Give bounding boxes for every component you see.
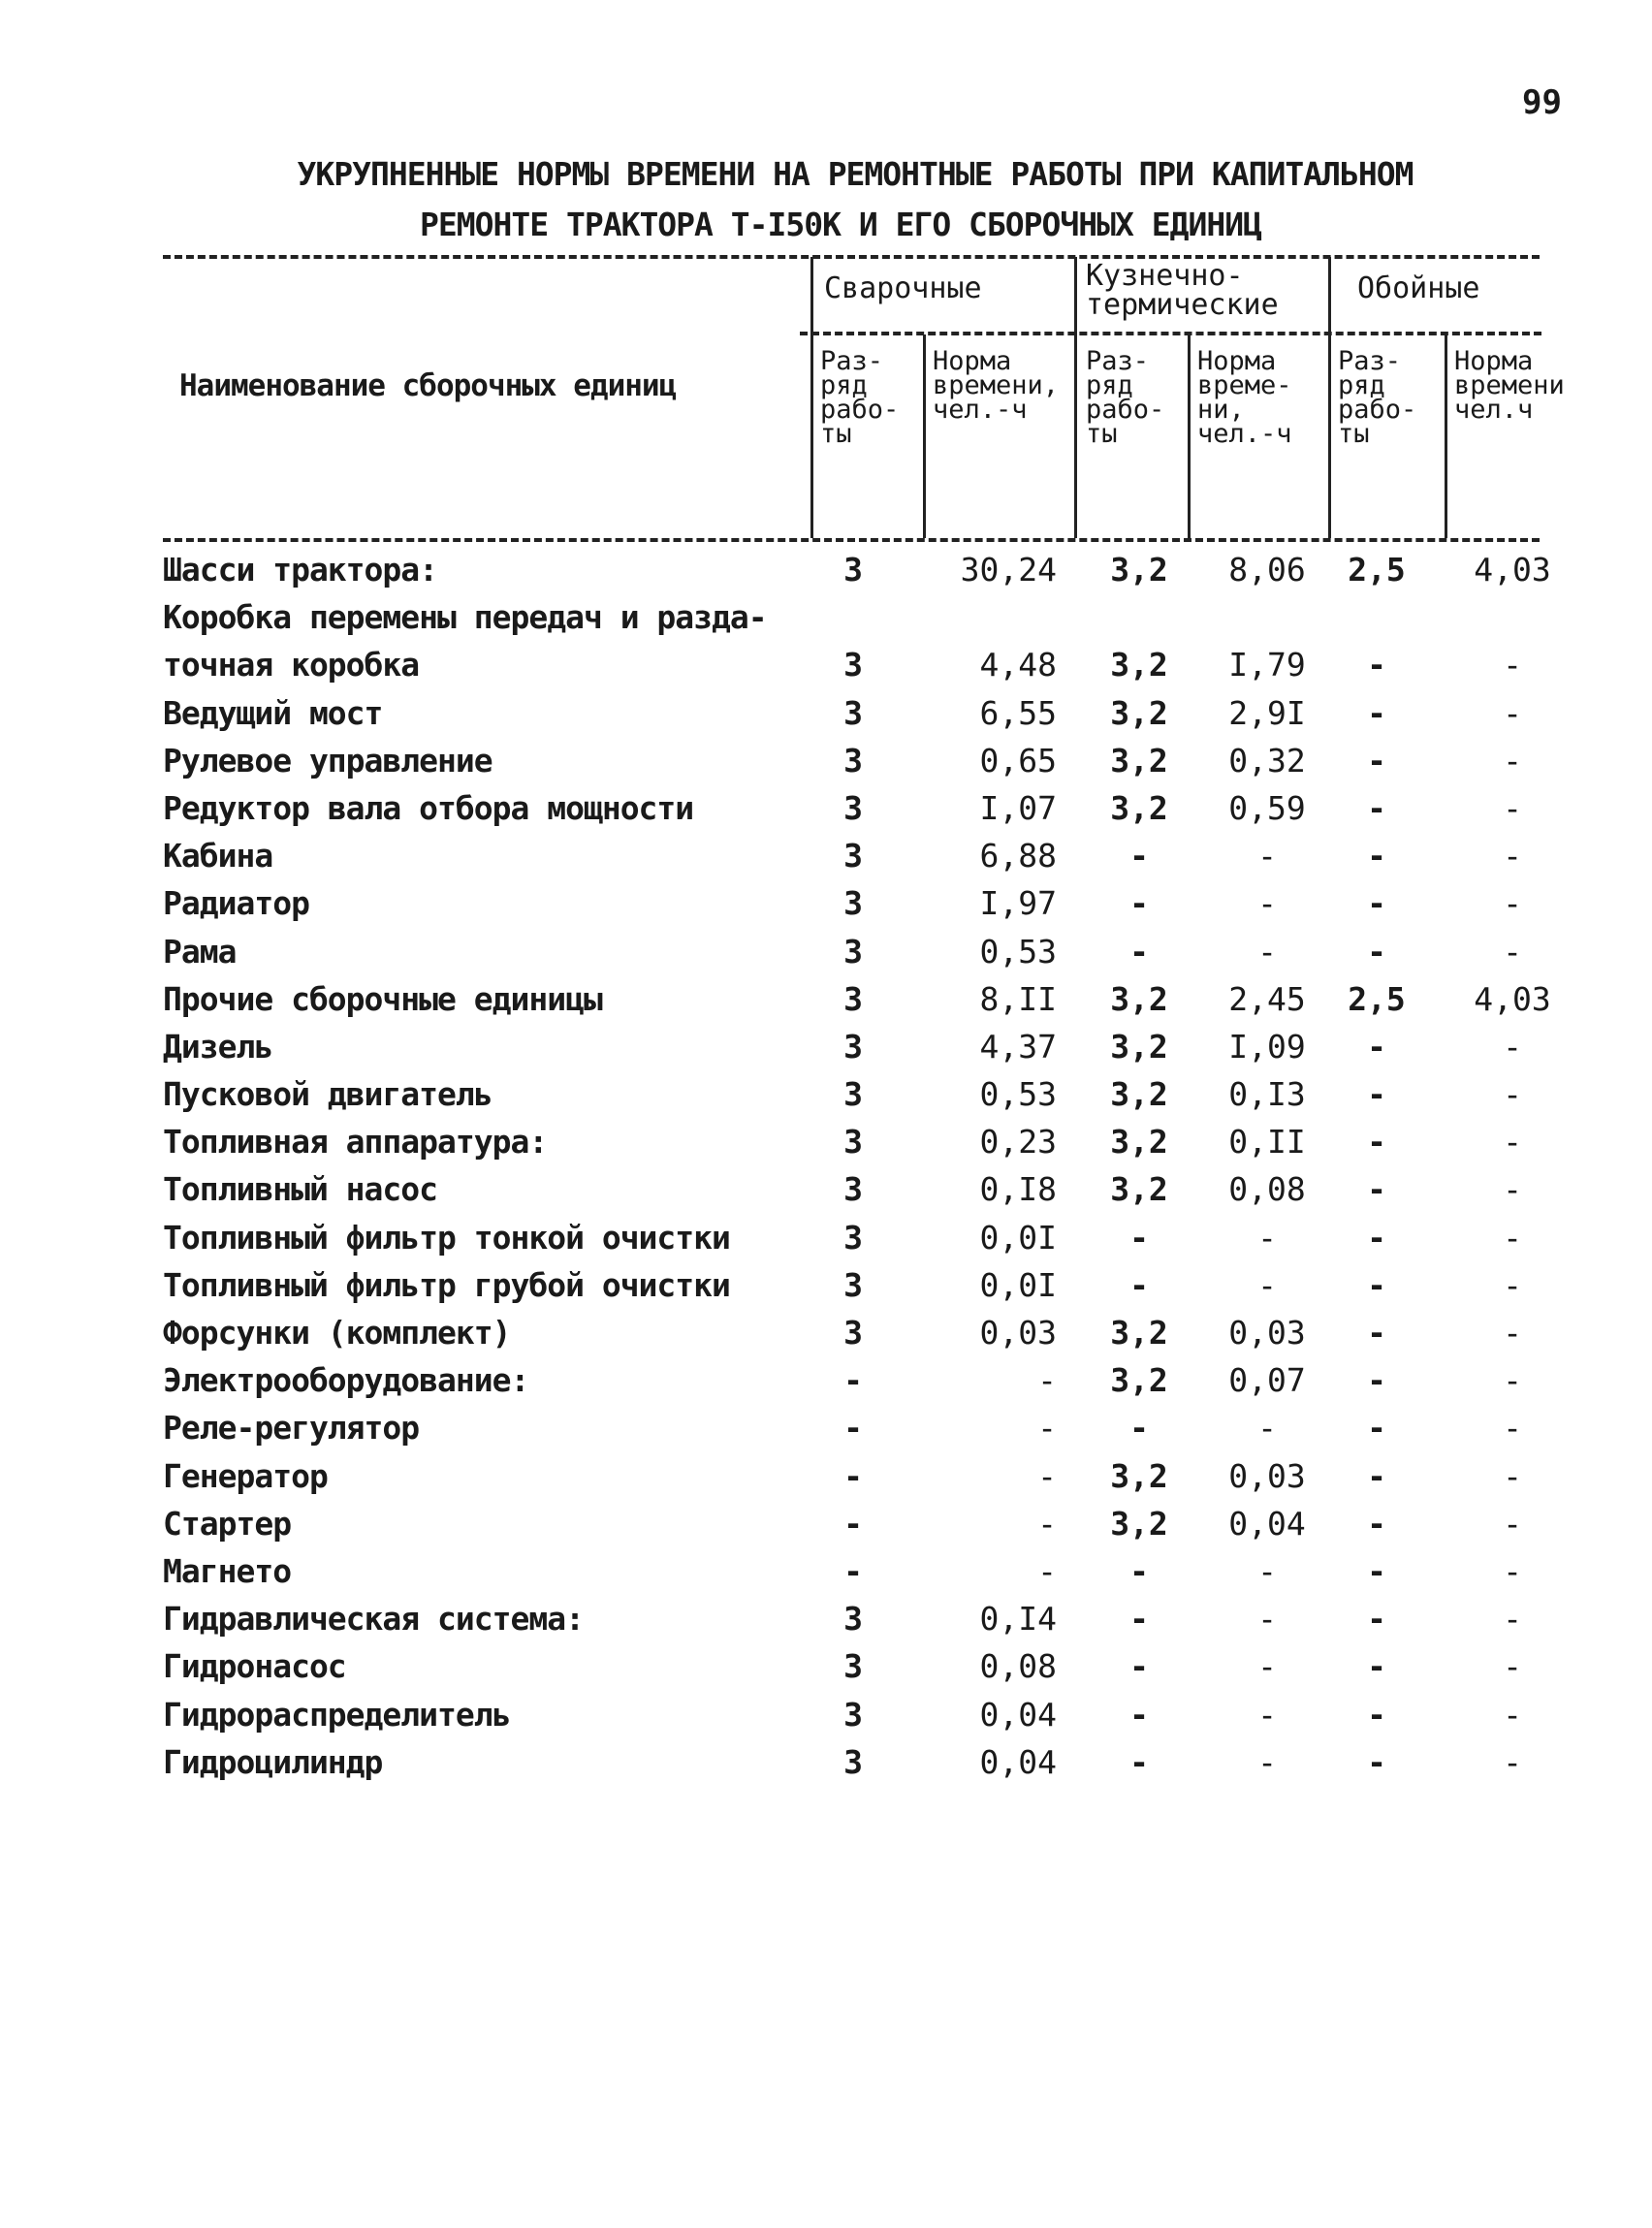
upholstery-rank: -	[1367, 1170, 1386, 1209]
welding-rank: 3	[843, 1075, 863, 1114]
welding-rank: 3	[843, 884, 863, 923]
upholstery-rank: 2,5	[1348, 979, 1406, 1018]
forging-norm: I,09	[1228, 1027, 1306, 1066]
forging-rank: -	[1129, 1218, 1149, 1257]
document-title-line-1: УКРУПНЕННЫЕ НОРМЫ ВРЕМЕНИ НА РЕМОНТНЫЕ РАБОТЫ ПРИ КАПИТАЛЬНОМ	[297, 155, 1414, 193]
table-row	[0, 1361, 1652, 1409]
upholstery-norm: -	[1503, 1695, 1522, 1734]
upholstery-rank: -	[1367, 1075, 1386, 1114]
welding-norm: 0,04	[979, 1742, 1057, 1781]
upholstery-rank: -	[1367, 1027, 1386, 1066]
upholstery-norm: -	[1503, 1551, 1522, 1590]
upholstery-rank: -	[1367, 1314, 1386, 1352]
forging-rank: 3,2	[1110, 1027, 1168, 1066]
forging-rank: -	[1129, 1695, 1149, 1734]
table-row	[0, 598, 1652, 646]
table-row	[0, 1505, 1652, 1552]
upholstery-rank: -	[1367, 1695, 1386, 1734]
upholstery-norm: -	[1503, 1265, 1522, 1304]
upholstery-norm: -	[1503, 1409, 1522, 1448]
row-name: Реле-регулятор	[163, 1409, 420, 1448]
row-name: точная коробка	[163, 646, 420, 684]
table-row	[0, 837, 1652, 884]
forging-rank: -	[1129, 932, 1149, 971]
table-row	[0, 1457, 1652, 1505]
welding-norm: 0,23	[979, 1123, 1057, 1162]
table-row	[0, 1696, 1652, 1743]
upholstery-norm: -	[1503, 1742, 1522, 1781]
upholstery-norm: -	[1503, 646, 1522, 684]
row-name: Магнето	[163, 1551, 292, 1590]
upholstery-norm: 4,03	[1474, 979, 1551, 1018]
forging-rank: -	[1129, 884, 1149, 923]
forging-norm: -	[1257, 1218, 1277, 1257]
forging-norm: 0,32	[1228, 741, 1306, 780]
forging-rank: 3,2	[1110, 1170, 1168, 1209]
forging-norm: 0,59	[1228, 788, 1306, 827]
welding-rank: 3	[843, 979, 863, 1018]
table-row	[0, 1552, 1652, 1600]
welding-norm: 30,24	[960, 551, 1057, 589]
forging-rank: 3,2	[1110, 1456, 1168, 1495]
norm-header-welding: Норма времени, чел.-ч	[933, 346, 1060, 425]
forging-norm: 2,9I	[1228, 693, 1306, 732]
upholstery-rank: -	[1367, 1218, 1386, 1257]
upholstery-norm: -	[1503, 1218, 1522, 1257]
table-row	[0, 980, 1652, 1028]
name-column-header: Наименование сборочных единиц	[179, 368, 677, 403]
forging-norm: 0,03	[1228, 1456, 1306, 1495]
table-row	[0, 1314, 1652, 1361]
welding-norm: -	[1037, 1409, 1057, 1448]
table-row	[0, 1028, 1652, 1075]
welding-norm: 0,53	[979, 1075, 1057, 1114]
norm-header-forging: Норма време- ни, чел.-ч	[1197, 346, 1292, 449]
forging-rank: 3,2	[1110, 788, 1168, 827]
table-row	[0, 1409, 1652, 1456]
forging-norm: I,79	[1228, 646, 1306, 684]
upholstery-norm: -	[1503, 932, 1522, 971]
upholstery-rank: -	[1367, 646, 1386, 684]
forging-norm: 0,II	[1228, 1123, 1306, 1162]
table-row	[0, 789, 1652, 837]
upholstery-norm: -	[1503, 1314, 1522, 1352]
row-name: Гидроцилиндр	[163, 1742, 383, 1781]
forging-rank: -	[1129, 1409, 1149, 1448]
welding-rank: 3	[843, 1123, 863, 1162]
upholstery-rank: -	[1367, 1123, 1386, 1162]
welding-rank: 3	[843, 1695, 863, 1734]
forging-norm: 2,45	[1228, 979, 1306, 1018]
forging-norm: -	[1257, 837, 1277, 875]
forging-norm: 0,07	[1228, 1361, 1306, 1400]
welding-norm: 4,37	[979, 1027, 1057, 1066]
row-name: Дизель	[163, 1027, 273, 1066]
upholstery-norm: -	[1503, 1075, 1522, 1114]
column-divider	[1074, 257, 1077, 538]
forging-rank: 3,2	[1110, 646, 1168, 684]
table-row	[0, 933, 1652, 980]
welding-rank: -	[843, 1409, 863, 1448]
norm-header-upholstery: Норма времени чел.ч	[1454, 346, 1565, 425]
table-row	[0, 884, 1652, 932]
forging-norm: 8,06	[1228, 551, 1306, 589]
forging-rank: -	[1129, 1600, 1149, 1639]
welding-norm: 0,03	[979, 1314, 1057, 1352]
welding-norm: I,97	[979, 884, 1057, 923]
table-row	[0, 1075, 1652, 1123]
welding-rank: 3	[843, 837, 863, 875]
row-name: Прочие сборочные единицы	[163, 979, 602, 1018]
welding-rank: 3	[843, 741, 863, 780]
forging-norm: 0,I3	[1228, 1075, 1306, 1114]
upholstery-norm: -	[1503, 1170, 1522, 1209]
welding-norm: 0,0I	[979, 1218, 1057, 1257]
upholstery-norm: -	[1503, 884, 1522, 923]
welding-rank: 3	[843, 1742, 863, 1781]
welding-rank: 3	[843, 932, 863, 971]
forging-rank: -	[1129, 1551, 1149, 1590]
welding-norm: 0,I8	[979, 1170, 1057, 1209]
forging-norm: -	[1257, 1695, 1277, 1734]
column-divider	[1328, 257, 1331, 538]
welding-norm: -	[1037, 1361, 1057, 1400]
header-top-rule	[163, 255, 1540, 259]
upholstery-rank: -	[1367, 1456, 1386, 1495]
welding-norm: 0,53	[979, 932, 1057, 971]
row-name: Рама	[163, 932, 237, 971]
upholstery-rank: -	[1367, 1600, 1386, 1639]
rank-header-forging: Раз- ряд рабо- ты	[1086, 346, 1165, 449]
welding-norm: 8,II	[979, 979, 1057, 1018]
table-row	[0, 1219, 1652, 1266]
table-row	[0, 1600, 1652, 1647]
welding-norm: -	[1037, 1456, 1057, 1495]
table-row	[0, 1266, 1652, 1314]
table-row	[0, 1647, 1652, 1695]
forging-rank: -	[1129, 837, 1149, 875]
upholstery-rank: -	[1367, 1504, 1386, 1543]
welding-norm: 0,I4	[979, 1600, 1057, 1639]
table-body	[0, 551, 1652, 1791]
column-divider	[810, 257, 813, 538]
upholstery-rank: -	[1367, 932, 1386, 971]
rank-header-welding: Раз- ряд рабо- ты	[820, 346, 900, 449]
row-name: Гидравлическая система:	[163, 1600, 584, 1639]
welding-norm: I,07	[979, 788, 1057, 827]
forging-rank: 3,2	[1110, 1314, 1168, 1352]
welding-norm: 6,55	[979, 693, 1057, 732]
row-name: Форсунки (комплект)	[163, 1314, 511, 1352]
group-header-forging: Кузнечно- термические	[1086, 259, 1279, 322]
forging-rank: -	[1129, 1265, 1149, 1304]
forging-norm: 0,03	[1228, 1314, 1306, 1352]
row-name: Генератор	[163, 1456, 328, 1495]
header-bottom-rule	[163, 538, 1540, 542]
upholstery-norm: -	[1503, 693, 1522, 732]
upholstery-rank: -	[1367, 788, 1386, 827]
upholstery-rank: -	[1367, 1647, 1386, 1686]
welding-norm: 0,04	[979, 1695, 1057, 1734]
welding-rank: -	[843, 1361, 863, 1400]
row-name: Топливный фильтр тонкой очистки	[163, 1218, 730, 1257]
forging-rank: 3,2	[1110, 693, 1168, 732]
welding-norm: -	[1037, 1551, 1057, 1590]
header-group-rule	[800, 332, 1541, 335]
table-row	[0, 551, 1652, 598]
upholstery-rank: -	[1367, 1409, 1386, 1448]
upholstery-rank: -	[1367, 884, 1386, 923]
forging-rank: 3,2	[1110, 741, 1168, 780]
forging-rank: 3,2	[1110, 1123, 1168, 1162]
upholstery-norm: -	[1503, 1027, 1522, 1066]
welding-rank: 3	[843, 1647, 863, 1686]
upholstery-norm: 4,03	[1474, 551, 1551, 589]
row-name: Радиатор	[163, 884, 309, 923]
forging-rank: 3,2	[1110, 1075, 1168, 1114]
forging-norm: -	[1257, 1265, 1277, 1304]
welding-rank: 3	[843, 1218, 863, 1257]
welding-rank: 3	[843, 1265, 863, 1304]
forging-rank: 3,2	[1110, 1361, 1168, 1400]
row-name: Ведущий мост	[163, 693, 383, 732]
upholstery-rank: -	[1367, 693, 1386, 732]
forging-rank: 3,2	[1110, 1504, 1168, 1543]
row-name: Гидрораспределитель	[163, 1695, 511, 1734]
row-name: Кабина	[163, 837, 273, 875]
welding-norm: 4,48	[979, 646, 1057, 684]
row-name: Топливная аппаратура:	[163, 1123, 548, 1162]
forging-norm: 0,04	[1228, 1504, 1306, 1543]
upholstery-norm: -	[1503, 1456, 1522, 1495]
upholstery-rank: 2,5	[1348, 551, 1406, 589]
forging-norm: -	[1257, 884, 1277, 923]
row-name: Гидронасос	[163, 1647, 346, 1686]
welding-rank: 3	[843, 551, 863, 589]
rank-header-upholstery: Раз- ряд рабо- ты	[1338, 346, 1417, 449]
table-row	[0, 742, 1652, 789]
table-row	[0, 646, 1652, 693]
upholstery-norm: -	[1503, 837, 1522, 875]
welding-norm: 6,88	[979, 837, 1057, 875]
upholstery-norm: -	[1503, 741, 1522, 780]
welding-rank: 3	[843, 1027, 863, 1066]
upholstery-rank: -	[1367, 741, 1386, 780]
forging-norm: -	[1257, 1742, 1277, 1781]
upholstery-norm: -	[1503, 1504, 1522, 1543]
table-row	[0, 1743, 1652, 1791]
welding-norm: 0,65	[979, 741, 1057, 780]
row-name: Стартер	[163, 1504, 292, 1543]
column-divider	[923, 334, 926, 538]
upholstery-norm: -	[1503, 1123, 1522, 1162]
row-name: Рулевое управление	[163, 741, 492, 780]
forging-norm: -	[1257, 1551, 1277, 1590]
forging-rank: -	[1129, 1647, 1149, 1686]
group-header-upholstery: Обойные	[1357, 271, 1480, 305]
table-row	[0, 1123, 1652, 1170]
welding-rank: -	[843, 1551, 863, 1590]
row-name: Коробка перемены передач и разда-	[163, 598, 767, 637]
welding-rank: 3	[843, 1314, 863, 1352]
welding-rank: 3	[843, 1600, 863, 1639]
upholstery-rank: -	[1367, 1551, 1386, 1590]
forging-norm: 0,08	[1228, 1170, 1306, 1209]
welding-rank: 3	[843, 1170, 863, 1209]
row-name: Редуктор вала отбора мощности	[163, 788, 694, 827]
welding-rank: 3	[843, 788, 863, 827]
upholstery-rank: -	[1367, 1265, 1386, 1304]
forging-norm: -	[1257, 1600, 1277, 1639]
row-name: Пусковой двигатель	[163, 1075, 492, 1114]
welding-norm: 0,0I	[979, 1265, 1057, 1304]
upholstery-norm: -	[1503, 1600, 1522, 1639]
page-number: 99	[1522, 83, 1562, 122]
welding-rank: 3	[843, 693, 863, 732]
forging-rank: -	[1129, 1742, 1149, 1781]
upholstery-norm: -	[1503, 1361, 1522, 1400]
welding-norm: 0,08	[979, 1647, 1057, 1686]
forging-norm: -	[1257, 1647, 1277, 1686]
forging-norm: -	[1257, 932, 1277, 971]
forging-rank: 3,2	[1110, 551, 1168, 589]
row-name: Электрооборудование:	[163, 1361, 529, 1400]
welding-rank: -	[843, 1504, 863, 1543]
welding-norm: -	[1037, 1504, 1057, 1543]
column-divider	[1445, 334, 1447, 538]
welding-rank: 3	[843, 646, 863, 684]
row-name: Топливный фильтр грубой очистки	[163, 1265, 730, 1304]
column-divider	[1188, 334, 1191, 538]
document-title-line-2: РЕМОНТЕ ТРАКТОРА Т-I50К И ЕГО СБОРОЧНЫХ ЕДИНИЦ	[420, 206, 1261, 243]
forging-norm: -	[1257, 1409, 1277, 1448]
welding-rank: -	[843, 1456, 863, 1495]
row-name: Топливный насос	[163, 1170, 438, 1209]
group-header-welding: Сварочные	[824, 271, 982, 305]
table-row	[0, 694, 1652, 742]
row-name: Шасси трактора:	[163, 551, 438, 589]
upholstery-norm: -	[1503, 788, 1522, 827]
forging-rank: 3,2	[1110, 979, 1168, 1018]
upholstery-rank: -	[1367, 1361, 1386, 1400]
upholstery-rank: -	[1367, 1742, 1386, 1781]
upholstery-rank: -	[1367, 837, 1386, 875]
table-row	[0, 1170, 1652, 1218]
upholstery-norm: -	[1503, 1647, 1522, 1686]
